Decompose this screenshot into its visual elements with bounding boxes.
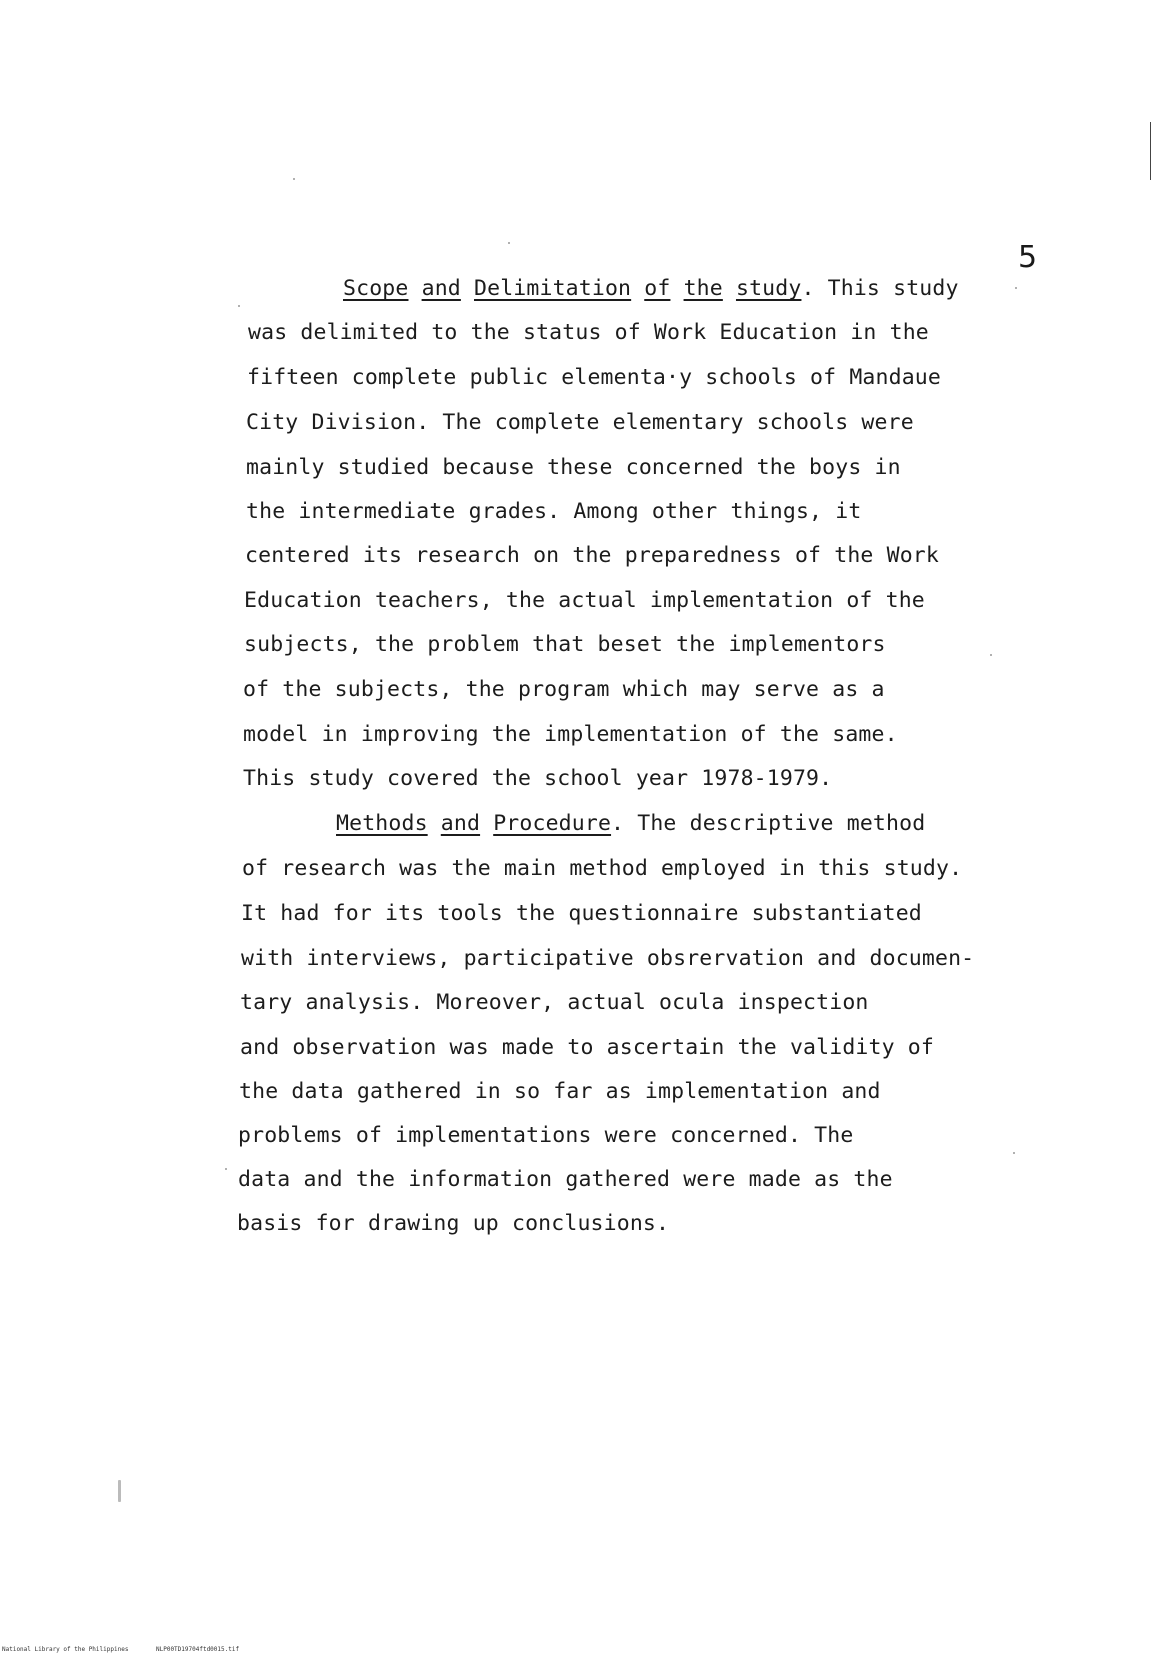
- body-line: fifteen complete public elementa·y schools of Mandaue: [247, 365, 941, 390]
- body-line: was delimited to the status of Work Education in the: [248, 320, 929, 345]
- scan-edge-mark: [1150, 122, 1151, 180]
- scan-speck: [508, 242, 510, 244]
- scan-speck: [990, 654, 992, 656]
- heading-word: and: [421, 276, 461, 301]
- body-line: This study covered the school year 1978-1979.: [243, 766, 833, 791]
- heading-word: Delimitation: [474, 276, 632, 301]
- body-line: with interviews, participative obsrervation and documen-: [241, 946, 975, 971]
- body-line: problems of implementations were concerned. The: [238, 1123, 854, 1148]
- heading-word: and: [440, 811, 481, 836]
- scan-speck: [1013, 1152, 1015, 1154]
- body-line: Education teachers, the actual implementation of the: [244, 588, 925, 613]
- body-line: centered its research on the preparedness of the Work: [245, 543, 939, 568]
- heading-word: Procedure: [493, 811, 612, 836]
- heading-word: Methods: [336, 811, 428, 836]
- heading-scope-line: [343, 275, 959, 303]
- body-line: the intermediate grades. Among other things, it: [246, 499, 862, 524]
- heading-word: Scope: [343, 276, 409, 301]
- body-line: mainly studied because these concerned the boys in: [246, 455, 901, 480]
- heading-word: of: [644, 276, 671, 301]
- body-line: tary analysis. Moreover, actual ocula inspection: [240, 990, 869, 1015]
- heading-trailing-text: . The descriptive method: [611, 811, 926, 836]
- body-line: basis for drawing up conclusions.: [237, 1211, 670, 1236]
- body-line: It had for its tools the questionnaire substantiated: [241, 901, 922, 926]
- body-line: the data gathered in so far as implementation and: [239, 1079, 881, 1104]
- heading-methods-line: [336, 810, 925, 838]
- scan-speck: [293, 178, 295, 180]
- body-line: data and the information gathered were made as the: [238, 1167, 893, 1192]
- scan-speck: [118, 1480, 121, 1502]
- scan-speck: [225, 1168, 227, 1170]
- page-number: 5: [1018, 240, 1038, 275]
- body-line: subjects, the problem that beset the implementors: [244, 632, 886, 657]
- body-line: of the subjects, the program which may serve as a: [243, 677, 885, 702]
- body-line: and observation was made to ascertain the validity of: [240, 1035, 934, 1060]
- heading-word: study: [735, 276, 802, 301]
- body-line: of research was the main method employed in this study.: [242, 856, 963, 881]
- heading-trailing-text: . This study: [801, 276, 959, 301]
- scan-speck: [238, 305, 240, 307]
- footer-file: NLP00TD19704ftd0015.tif: [156, 1646, 240, 1653]
- heading-word: the: [683, 276, 723, 301]
- body-line: City Division. The complete elementary schools were: [246, 410, 914, 435]
- scan-speck: [1015, 287, 1017, 289]
- body-line: model in improving the implementation of the same.: [243, 722, 898, 747]
- footer-library: National Library of the Philippines: [2, 1646, 129, 1653]
